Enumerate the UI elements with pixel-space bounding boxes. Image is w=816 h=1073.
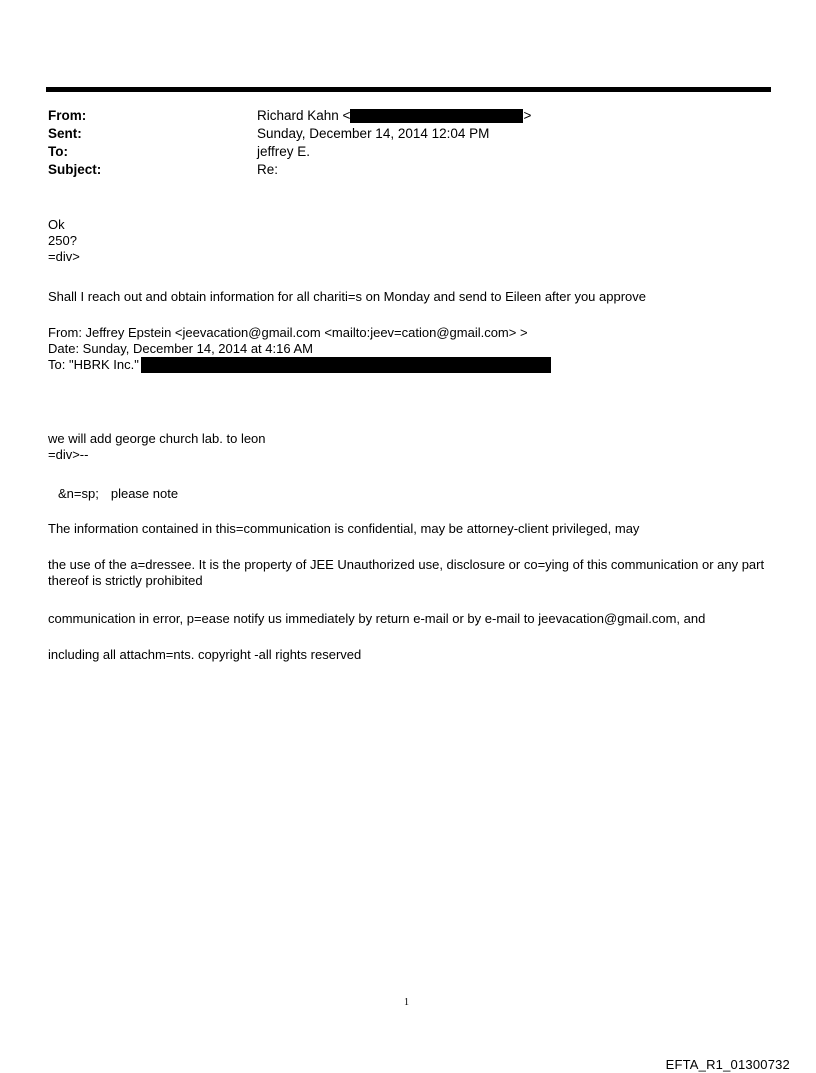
quoted-date: Date: Sunday, December 14, 2014 at 4:16 AM (48, 341, 313, 356)
nbsp-text: &n=sp; (58, 486, 99, 501)
please-note-text: please note (110, 486, 179, 501)
quoted-to (48, 357, 551, 373)
sent-value: Sunday, December 14, 2014 12:04 PM (257, 126, 490, 141)
body-line-nbsp (58, 486, 178, 502)
disclaimer-line: including all attachm=nts. copyright -all rights reserved (48, 647, 362, 662)
body-line: =div>-- (48, 447, 89, 462)
header-rule (46, 87, 771, 92)
body-line: Shall I reach out and obtain information for all chariti=s on Monday and send to Eileen after you approve (48, 289, 647, 304)
subject-value: Re: (257, 162, 279, 177)
body-line: Ok (48, 217, 65, 232)
redaction-box (350, 109, 523, 123)
page-number: 1 (404, 997, 409, 1008)
body-line: 250? (48, 233, 77, 248)
to-value: jeffrey E. (257, 144, 311, 159)
to-label: To: (48, 144, 68, 159)
quoted-from: From: Jeffrey Epstein <jeevacation@gmail.com <mailto:jeev=cation@gmail.com> > (48, 325, 528, 340)
redaction-box (141, 357, 551, 373)
quoted-to-text: To: "HBRK Inc." (48, 357, 139, 372)
disclaimer-line: The information contained in this=communication is confidential, may be attorney-client privileged, may (48, 521, 640, 536)
disclaimer-line: the use of the a=dressee. It is the property of JEE Unauthorized use, disclosure or co=ying of this communication or any part thereof is strictly prohibited (48, 557, 765, 588)
from-suffix: > (523, 108, 532, 123)
from-name: Richard Kahn < (257, 108, 351, 123)
subject-label: Subject: (48, 162, 102, 177)
body-line: we will add george church lab. to leon (48, 431, 266, 446)
from-value (257, 107, 531, 125)
bates-number: EFTA_R1_01300732 (665, 1057, 790, 1072)
disclaimer-line: communication in error, p=ease notify us immediately by return e-mail or by e-mail to jeevacation@gmail.com, and (48, 611, 706, 626)
body-line: =div> (48, 249, 80, 264)
sent-label: Sent: (48, 126, 82, 141)
from-label: From: (48, 108, 87, 123)
